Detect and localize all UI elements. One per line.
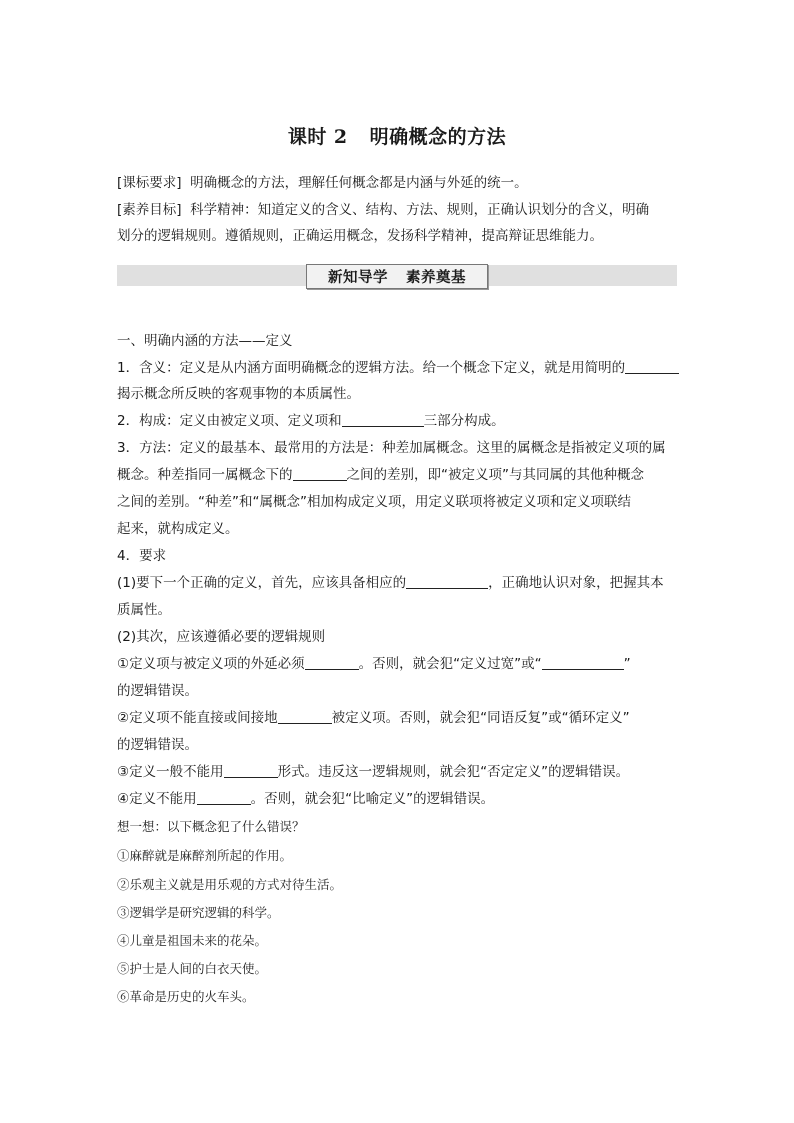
curriculum-requirement	[117, 170, 679, 196]
rule-1-text-a: ①定义项与被定义项的外延必须	[117, 656, 305, 672]
req-1-line-2: 质属性。	[117, 602, 171, 618]
rule-1-text-c: ”	[623, 656, 631, 672]
rule-4-text-b: 。否则，就会犯“比喻定义”的逻辑错误。	[250, 791, 495, 807]
rule-1-text-b: 。否则，就会犯“定义过宽”或“	[358, 656, 542, 672]
think-question: 想一想：以下概念犯了什么错误？	[117, 819, 305, 834]
literacy-goal	[117, 197, 679, 223]
lesson-number: 课时 2	[287, 126, 348, 148]
rule-2-text-b: 被定义项。否则，就会犯“同语反复”或“循环定义”	[331, 710, 630, 726]
req-1-text-a: (1)要下一个正确的定义，首先，应该具备相应的	[117, 575, 407, 591]
rule-3	[117, 759, 679, 785]
para-2	[117, 408, 679, 434]
goal-text-1: 科学精神：知道定义的含义、结构、方法、规则，正确认识划分的含义，明确	[190, 202, 650, 218]
think-item: ③逻辑学是研究逻辑的科学。	[117, 905, 280, 920]
banner-right: 素养奠基	[406, 270, 466, 286]
answer-blank[interactable]	[406, 573, 488, 589]
think-item: ④儿童是祖国未来的花朵。	[117, 933, 268, 948]
answer-blank[interactable]	[197, 789, 251, 805]
answer-blank[interactable]	[305, 654, 359, 670]
rule-1-line-2: 的逻辑错误。	[117, 683, 198, 699]
req-1-text-b: ，正确地认识对象，把握其本	[488, 575, 664, 591]
para-1-line-2: 揭示概念所反映的客观事物的本质属性。	[117, 386, 360, 402]
goal-label: [素养目标]	[117, 202, 182, 218]
rule-3-text-a: ③定义一般不能用	[117, 764, 224, 780]
para-2-text-b: 三部分构成。	[423, 413, 505, 429]
para-1-line-1	[117, 355, 679, 381]
para-3-text-b: 之间的差别，即“被定义项”与其同属的其他种概念	[346, 467, 644, 483]
section-heading: 一、明确内涵的方法——定义	[117, 333, 293, 349]
answer-blank[interactable]	[224, 762, 278, 778]
rule-4-text-a: ④定义不能用	[117, 791, 197, 807]
para-3-line-3: 之间的差别。“种差”和“属概念”相加构成定义项，用定义联项将被定义项和定义项联结	[117, 494, 631, 510]
answer-blank[interactable]	[278, 708, 332, 724]
para-3-line-2	[117, 462, 679, 488]
think-item: ⑤护士是人间的白衣天使。	[117, 961, 268, 976]
para-3-text-a: 概念。种差指同一属概念下的	[117, 467, 293, 483]
think-item: ⑥革命是历史的火车头。	[117, 989, 255, 1004]
rule-2-line-1	[117, 705, 679, 731]
banner-left: 新知导学	[328, 270, 388, 286]
lesson-name: 明确概念的方法	[369, 126, 507, 148]
answer-blank[interactable]	[293, 465, 347, 481]
rule-3-text-b: 形式。违反这一逻辑规则，就会犯“否定定义”的逻辑错误。	[277, 764, 630, 780]
literacy-goal-cont: 划分的逻辑规则。遵循规则，正确运用概念，发扬科学精神，提高辩证思维能力。	[117, 228, 603, 244]
para-4: 4．要求	[117, 548, 167, 564]
lesson-title	[0, 122, 794, 149]
para-3-line-1: 3．方法：定义的最基本、最常用的方法是：种差加属概念。这里的属概念是指被定义项的属	[117, 440, 666, 456]
requirement-text: 明确概念的方法，理解任何概念都是内涵与外延的统一。	[190, 175, 528, 191]
rule-4	[117, 786, 679, 812]
answer-blank[interactable]	[342, 411, 424, 427]
para-1-text: 1．含义：定义是从内涵方面明确概念的逻辑方法。给一个概念下定义，就是用简明的	[117, 360, 626, 376]
para-2-text-a: 2．构成：定义由被定义项、定义项和	[117, 413, 342, 429]
para-3-line-4: 起来，就构成定义。	[117, 521, 239, 537]
rule-2-line-2: 的逻辑错误。	[117, 737, 198, 753]
req-1-line-1	[117, 570, 679, 596]
requirement-label: [课标要求]	[117, 175, 182, 191]
think-item: ②乐观主义就是用乐观的方式对待生活。	[117, 877, 343, 892]
think-item: ①麻醉就是麻醉剂所起的作用。	[117, 848, 293, 863]
rule-2-text-a: ②定义项不能直接或间接地	[117, 710, 278, 726]
section-banner	[306, 264, 488, 289]
answer-blank[interactable]	[542, 654, 624, 670]
rule-1-line-1	[117, 651, 679, 677]
answer-blank[interactable]	[625, 358, 679, 374]
req-2: (2)其次，应该遵循必要的逻辑规则	[117, 629, 326, 645]
